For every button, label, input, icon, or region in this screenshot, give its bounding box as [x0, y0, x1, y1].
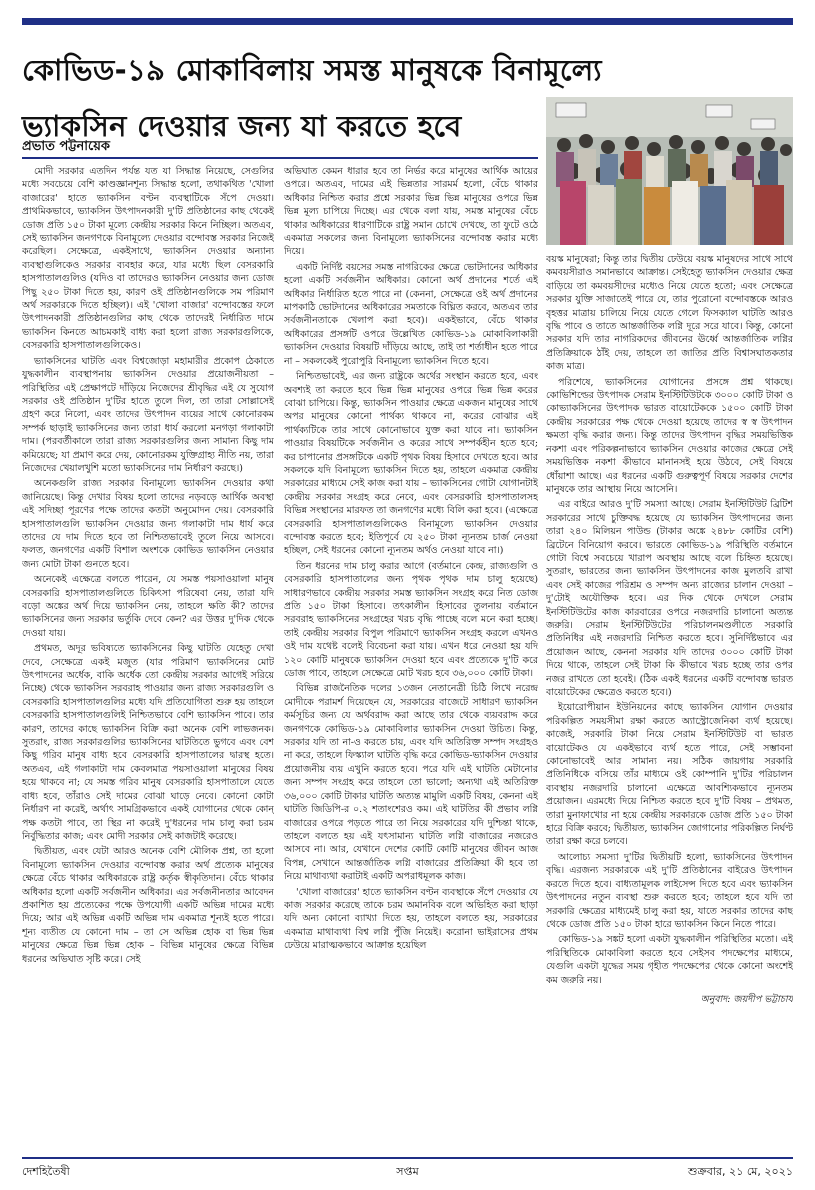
footer-rule	[22, 1157, 793, 1159]
paragraph: ইয়োরোপীয়ান ইউনিয়নের কাছে ভ্যাকসিন যোগান দেওয়ার পরিকল্পিত সময়সীমা রক্ষা করতে অ্যাস্ট্রোজেনিকা ব্যর্থ হয়েছে। কাজেই, সরকারি টাকা নিয়ে সেরাম ইনস্টিটিউট বা ভারত বায়োটেকও যে একইভাবে ব্যর্থ হতে পারে, সেই সম্ভাবনা কোনোভাবেই আর সামান্য নয়। সঠিক জায়গায় সরকারি প্রতিনিধিকে বসিয়ে তাঁর মাধ্যমে ওই কোম্পানি দু'টির পরিচালন ব্যবস্থায় নজরদারি চালানো এক্ষেত্রে আবশ্যিকভাবে ন্যূনতম প্রয়োজন। এরমধ্যে দিয়ে নিশ্চিত করতে হবে দু'টি বিষয় – প্রথমত, তারা মুনাফাখোর না হয়ে কেন্দ্রীয় সরকারকে ডোজ প্রতি ১৫০ টাকা হারে বিক্রি করবে; দ্বিতীয়ত, ভ্যাকসিন জোগানোর পরিকল্পিত নির্ঘণ্ট তারা রক্ষা করে চলবে।	[546, 702, 793, 848]
top-accent-rule	[22, 18, 793, 25]
paragraph: নিশ্চিতভাবেই, এর জন্য রাষ্ট্রকে অর্থের সংস্থান করতে হবে, এবং অবশ্যই তা করতে হবে ভিন্ন ভিন্ন মানুষের ওপরে ভিন্ন ভিন্ন করের বোঝা চাপিয়ে। কিন্তু, ভ্যাকসিন পাওয়ার ক্ষেত্রে একজন মানুষের সাথে অপর মানুষের কোনো পার্থক্য থাকবে না, করের বোঝার এই পার্থক্যটিকে তার সাথে কোনোভাবে যুক্ত করা যাবে না। ভ্যাকসিন পাওয়ার বিষয়টিকে সর্বজনীন ও করের সাথে সম্পর্কহীন হতে হবে; কর চাপানোর প্রসঙ্গটিকে একটি পৃথক বিষয় হিসাবে দেখতে হবে। আর সকলকে যদি বিনামূল্যে ভ্যাকসিন দিতে হয়, তাহলে একমাত্র কেন্দ্রীয় সরকারের মাধ্যমে সেই কাজ করা যায় – ভ্যাকসিনের গোটা যোগানটাই কেন্দ্রীয় সরকার সংগ্রহ করে নেবে, এবং বেসরকারি হাসপাতালসহ বিভিন্ন সংস্থানের মারফত তা জনগণের মধ্যে বিলি করা হবে। (এক্ষেত্রে বেসরকারি হাসপাতালগুলিকেও বিনামূল্যে ভ্যাকসিন দেওয়ার বন্দোবস্ত করতে হবে; ইতিপূর্বে যে ২৫০ টাকা ন্যূনতম চার্জ নেওয়া হচ্ছিল, সেই ধরনের কোনো ন্যূনতম অর্থও নেওয়া যাবে না।)	[284, 371, 538, 557]
byline-rule	[22, 157, 538, 159]
article-column-2	[284, 165, 538, 1150]
paragraph: আলোচ্য সমস্যা দু'টির দ্বিতীয়টি হলো, ভ্যাকসিনের উৎপাদন বৃদ্ধি। এরজন্য সরকারকে এই দু'টি প্রতিষ্ঠানের বাইরেও উৎপাদন করতে দিতে হবে। বাধ্যতামূলক লাইসেন্স দিতে হবে এবং ভ্যাকসিন উৎপাদনের নতুন ব্যবস্থা শুরু করতে হবে; তাহলে হবে যদি তা সরকারি ক্ষেত্রের মাধ্যমেই চালু করা হয়, যাতে সরকার তাদের কাছ থেকে ডোজ প্রতি ১৫০ টাকা হারে ভ্যাকসিন কিনে নিতে পারে।	[546, 851, 793, 930]
publication-date: শুক্রবার, ২১ মে, ২০২১	[688, 1165, 793, 1178]
paragraph: একটি নির্দিষ্ট বয়সের সমস্ত নাগরিকের ক্ষেত্রে ভোটদানের অধিকার হলো একটি সর্বজনীন অধিকার। কোনো অর্থ প্রদানের শর্তে এই অধিকার নির্ধারিত হতে পারে না (কেননা, সেক্ষেত্রে ওই অর্থ প্রদানের মাপকাঠি ভোটদানের অধিকারের সমতাকে বিঘ্নিত করবে, অতএব তার সর্বজনীনতাকে খেলাপ করা হবে)। একইভাবে, বেঁচে থাকার অধিকারের প্রসঙ্গটি ওপরে উল্লেখিত কোভিড-১৯ মোকাবিলাকারী ভ্যাকসিন দেওয়ার বিষয়টি দাঁড়িয়ে আছে, তাই তা শর্তাধীন হতে পারে না – সকলকেই পুরোপুরি বিনামূল্যে ভ্যাকসিন দিতে হবে।	[284, 261, 538, 367]
paragraph: অভিঘাত কেমন ধারার হবে তা নির্ভর করে মানুষের আর্থিক আয়ের ওপরে। অতএব, দামের এই ভিন্নতার সারমর্ম হলো, বেঁচে থাকার অধিকার নিশ্চিত করার প্রশ্নে সরকার ভিন্ন ভিন্ন মানুষের ওপরে ভিন্ন ভিন্ন মূল্য চাপিয়ে দিচ্ছে। এর থেকে বলা যায়, সমস্ত মানুষের বেঁচে থাকার অধিকারের ধারণাটিকে রাষ্ট্র সমান চোখে দেখছে, তা ফুটে ওঠে একমাত্র সকলের জন্য বিনামূল্যে ভ্যাকসিনের বন্দোবস্ত করার মধ্যে দিয়ে।	[284, 166, 538, 258]
paragraph: তিন ধরনের দাম চালু করার আগে (বর্তমানে কেন্দ্র, রাজ্যগুলি ও বেসরকারি হাসপাতালের জন্য পৃথক পৃথক দাম চালু হয়েছে) সাধারণভাবে কেন্দ্রীয় সরকার সমস্ত ভ্যাকসিন সংগ্রহ করে নিত ডোজ প্রতি ১৫০ টাকা হিসাবে। তৎকালীন হিসাবের তুলনায় বর্তমানে সরবরাহ ভ্যাকসিনের সংগ্রহের খরচ বৃদ্ধি পাচ্ছে বলে মনে করা হচ্ছে। তাই কেন্দ্রীয় সরকার বিপুল পরিমাণে ভ্যাকসিন সংগ্রহ করলে এখনও ওই দাম যথেষ্ট বলেই বিবেচনা করা যায়। এখন ধরে নেওয়া হয় যদি ১২০ কোটি মানুষকে ভ্যাকসিন দেওয়া হবে এবং প্রত্যেকে দু'টি করে ডোজ পাবে, তাহলে সেক্ষেত্রে মোট খরচ হবে ৩৬,০০০ কোটি টাকা।	[284, 560, 538, 680]
headline-line-1: কোভিড-১৯ মোকাবিলায় সমস্ত মানুষকে বিনামূল্যে	[22, 53, 602, 87]
paragraph: এর বাইরে আরও দু'টি সমস্যা আছে। সেরাম ইনস্টিটিউট ব্রিটিশ সরকারের সাথে চুক্তিবদ্ধ হয়েছে যে ভ্যাকসিন উৎপাদনের জন্য তারা ২৪০ মিলিয়ন পাউন্ড (টাকার অঙ্কে ২৪৮৮ কোটির বেশি) ব্রিটেনে বিনিয়োগ করবে। ভারতে কোভিড-১৯ পরিস্থিতি বর্তমানে গোটা বিশ্বে সবচেয়ে খারাপ অবস্থায় আছে বলে চিহ্নিত হয়েছে। সুতরাং, ভারতের জন্য ভ্যাকসিন উৎপাদনের কাজ মুলতবি রাখা এবং সেই কাজের পরিশ্রম ও সম্পদ অন্য রাজ্যের চালান দেওয়া – দু'টোই অযৌক্তিক হবে। এর দিক থেকে দেখলে সেরাম ইনস্টিটিউটের কাজ কারবারের ওপরে নজরদারি চালানো অত্যন্ত জরুরি। সেরাম ইনস্টিটিউটের পরিচালনমণ্ডলীতে সরকারি প্রতিনিধির এই নজরদারি নিশ্চিত করতে হবে। সুনির্দিষ্টভাবে এর প্রয়োজন আছে, কেননা সরকার যদি তাদের ৩০০০ কোটি টাকা দিয়ে থাকে, তাহলে সেই টাকা কি কীভাবে খরচ হচ্ছে তার ওপর নজর রাখতে তো হবেই। (ঠিক একই ধরনের একটি বন্দোবস্ত ভারত বায়োটেকের ক্ষেত্রেও করতে হবে।)	[546, 499, 793, 698]
publication-name: দেশহিতৈষী	[22, 1165, 70, 1178]
paragraph: প্রথমত, অদূর ভবিষ্যতে ভ্যাকসিনের কিছু ঘাটতি যেহেতু দেখা দেবে, সেক্ষেত্রে একই মজুত (যার পরিমাণ ভ্যাকসিনের মোট উৎপাদনের অর্ধেক, বাকি অর্ধেক তো কেন্দ্রীয় সরকার আগেই সরিয়ে নিচ্ছে) থেকে ভ্যাকসিন সরবরাহ পাওয়ার জন্য রাজ্য সরকারগুলি ও বেসরকারি হাসপাতালগুলির মধ্যে যদি প্রতিযোগিতা শুরু হয় তাহলে বেসরকারি হাসপাতালগুলিই নিশ্চিতভাবে বেশি ভ্যাকসিন পাবে। তার কারণ, তাদের কাছে ভ্যাকসিন বিক্রি করা অনেক বেশি লাভজনক। সুতরাং, রাজ্য সরকারগুলির ভ্যাকসিনের ঘাটতিতে ভুগবে এবং বেশ কিছু গরিব মানুষ বাধ্য হবে বেসরকারি হাসপাতালের দ্বারস্থ হতে। অতএব, এই গলাকাটা দাম কেবলমাত্র পয়সাওয়ালা মানুষের বিষয় হয়ে থাকবে না; যে সমস্ত গরিব মানুষ বেসরকারি হাসপাতালে যেতে বাধ্য হবে, তাঁরাও সেই দামের বোঝা ঘাড়ে নেবে। কোনো কোটা নির্ধারণ না করেই, অর্থাৎ সামগ্রিকভাবে একই যোগানের থেকে কোন্ পক্ষ কতটা পাবে, তা স্থির না করেই দু'ধরনের দাম চালু করা চরম নির্বুদ্ধিতার কাজ; এবং মোদী সরকার সেই কাজটাই করেছে।	[22, 643, 274, 842]
paragraph: 'খোলা বাজারের' হাতে ভ্যাকসিন বণ্টন ব্যবস্থাকে সঁপে দেওয়ার যে কাজ সরকার করেছে তাকে চরম অমানবিক বলে অভিহিত করা ছাড়া যদি অন্য কোনো ব্যাখ্যা দিতে হয়, তাহলে বলতে হয়, সরকারের একমাত্র মাথাব্যথা বিশ্ব লগ্নি পুঁজি নিয়েই। করোনা ভাইরাসের প্রথম ঢেউয়ে মারাত্মকভাবে আক্রান্ত হয়েছিল	[284, 886, 538, 952]
page-number: সপ্তম	[396, 1165, 419, 1178]
paragraph: ভ্যাকসিনের ঘাটতি এবং বিশ্বজোড়া মহামারীর প্রকোপ ঠেকাতে যুদ্ধকালীন ব্যবস্থাপনায় ভ্যাকসিন দেওয়ার প্রয়োজনীয়তা – পরিস্থিতির এই প্রেক্ষাপটে দাঁড়িয়ে নিজেদের শ্রীবৃদ্ধির এই যে সুযোগ সরকার ওই প্রতিষ্ঠান দু'টির হাতে তুলে দিল, তা তারা সোল্লাসেই গ্রহণ করে নিলো, এবং তাদের উৎপাদন ব্যয়ের সাথে কোনোরকম সম্পর্ক ছাড়াই ভ্যাকসিনের জন্য তারা ধার্য করলো মনগড়া গলাকাটা দাম। (পরবর্তীকালে তারা রাজ্য সরকারগুলির জন্য সামান্য কিছু দাম কমিয়েছে; যা প্রমাণ করে দেয়, কোনোরকম যুক্তিগ্রাহ্য নীতি নয়, তারা নিজেদের খেয়ালখুশি মতো ভ্যাকসিনের দাম নির্ধারণ করছে।)	[22, 355, 274, 474]
article-column-1	[22, 165, 274, 1150]
byline: প্রভাত পট্টনায়েক	[22, 139, 110, 154]
headline-line-2: ভ্যাকসিন দেওয়ার জন্য যা করতে হবে	[22, 109, 462, 143]
paragraph: মোদী সরকার এতদিন পর্যন্ত যত যা সিদ্ধান্ত নিয়েছে, সেগুলির মধ্যে সবচেয়ে বেশি কাণ্ডজ্ঞানশূন্য সিদ্ধান্ত হলো, তথাকথিত 'খোলা বাজারের' হাতে ভ্যাকসিন বণ্টন ব্যবস্থাটিকে সঁপে দেওয়া। প্রাথমিকভাবে, ভ্যাকসিন উৎপাদনকারী দু'টি প্রতিষ্ঠানের কাছ থেকেই ডোজ প্রতি ১৫০ টাকা মূল্যে কেন্দ্রীয় সরকার কিনে নিচ্ছিল। অতএব, সেই ভ্যাকসিন জনগণকে বিনামূল্যে দেওয়ার বন্দোবস্ত সরকার নিজেই করেছিল। সেক্ষেত্রে, একইসাথে, ভ্যাকসিন দেওয়ার অন্যান্য ব্যবস্থাগুলিকেও সরকার ব্যবহার করে, যার মধ্যে ছিল বেসরকারি হাসপাতালগুলিও (যদিও বা তাদেরও ভ্যাকসিন নেওয়ার জন্য ডোজ পিছু ২৫০ টাকা দিতে হয়, কারণ ওই প্রতিষ্ঠানগুলিকে সম পরিমাণ অর্থ সরকারকে দিতে হচ্ছিল)। এই 'খোলা বাজার' বন্দোবস্তের ফলে উৎপাদনকারী প্রতিষ্ঠানগুলির কাছ থেকে তাদেরই নির্ধারিত দামে ভ্যাকসিন কিনতে আচমকাই বাধ্য করা হলো রাজ্য সরকারগুলিকে, বেসরকারি হাসপাতালগুলিকেও।	[22, 166, 274, 352]
paragraph: কোভিড-১৯ সঙ্কট হলো একটা যুদ্ধকালীন পরিস্থিতির মতো। এই পরিস্থিতিকে মোকাবিলা করতে হবে সেইসব পদক্ষেপের মাধ্যমে, যেগুলি একটা যুদ্ধের সময় গৃহীত পদক্ষেপের থেকে কোনো অংশেই কম জরুরি নয়।	[546, 934, 793, 986]
translator-credit: অনুবাদ: জয়দীপ ভট্টাচার্য	[700, 993, 793, 1005]
paragraph: অনেকগুলি রাজ্য সরকার বিনামূল্যে ভ্যাকসিন দেওয়ার কথা জানিয়েছে। কিন্তু দেখার বিষয় হলো তাদের নড়বড়ে আর্থিক অবস্থা এই সদিচ্ছা পূরণের পক্ষে তাদের কতটা অনুমোদন দেয়। বেসরকারি হাসপাতালগুলি ভ্যাকসিন দেওয়ার জন্য গলাকাটা দাম ধার্য করে তাদের যে দাম দিতে হবে তা নিশ্চিতভাবেই তুলে নিয়ে আসবে। ফলত, জনগণের একটি বিশাল অংশকে কোভিড ভ্যাকসিন নেওয়ার জন্য মোটা টাকা গুনতে হবে।	[22, 478, 274, 570]
paragraph: বিভিন্ন রাজনৈতিক দলের ১৩জন নেতানেত্রী চিঠি লিখে নরেন্দ্র মোদীকে পরামর্শ দিয়েছেন যে, সরকারের বাজেটে সাধারণ ভ্যাকসিন কর্মসূচির জন্য যে অর্থবরাদ্দ করা আছে তার থেকে ব্যয়বরাদ্দ করে জনগণকে কোভিড-১৯ মোকাবিলার ভ্যাকসিন দেওয়া উচিত। কিন্তু, সরকার যদি তা না-ও করতে চায়, এবং যদি অতিরিক্ত সম্পদ সংগ্রহও না করে, তাহলে ফিস্ক্যাল ঘাটতি বৃদ্ধি করে কোভিড-ভ্যাকসিন দেওয়ার প্রয়োজনীয় ব্যয় এখুনি করতে হবে। পরে যদি এই ঘাটতি মেটানোর জন্য সম্পদ সংগ্রহ করে তাহলে তো ভালো; অন্যথা এই অতিরিক্ত ৩৬,০০০ কোটি টাকার ঘাটতি অত্যন্ত মামুলি একটি বিষয়, কেননা এই ঘাটতি জিডিপি-র ০.২ শতাংশেরও কম। এই ঘাটতির কী প্রভাব লগ্নি বাজারের ওপরে পড়তে পারে তা নিয়ে সরকারের যদি দুশ্চিন্তা থাকে, তাহলে বলতে হয় এই যৎসামান্য ঘাটতি লগ্নি বাজারের নজরেও আসবে না। আর, যেখানে দেশের কোটি কোটি মানুষের জীবন আজ বিপন্ন, সেখানে আন্তর্জাতিক লগ্নি বাজারের প্রতিক্রিয়া কী হবে তা নিয়ে মাথাব্যথা করাটাই একটি অপরাধমূলক কাজ।	[284, 683, 538, 883]
paragraph: বয়স্ক মানুষেরা; কিন্তু তার দ্বিতীয় ঢেউয়ে বয়স্ক মানুষদের সাথে সাথে কমবয়সীরাও সমানভাবে আক্রান্ত। সেইহেতু ভ্যাকসিন দেওয়ার ক্ষেত্র বাড়িয়ে তা কমবয়সীদের মধ্যেও নিয়ে যেতে হতো; এবং সেক্ষেত্রে সরকার যুক্তি সাজাতেই পারে যে, তার পুরোনো বন্দোবস্তকে আরও বৃহত্তর মাত্রায় চালিয়ে নিয়ে যেতে গেলে ফিসক্যাল ঘাটতি আরও বৃদ্ধি পাবে ও তাতে আন্তর্জাতিক লগ্নি দূরে সরে যাবে। কিন্তু, কোনো সরকার যদি তার নাগরিকদের জীবনের ঊর্ধ্বে আন্তর্জাতিক লগ্নির প্রতিক্রিয়াকে ঠাঁই দেয়, তাহলে তা জাতির প্রতি বিশ্বাসঘাতকতার কাজ মাত্র।	[546, 254, 793, 373]
paragraph: অনেকেই এক্ষেত্রে বলতে পারেন, যে সমস্ত পয়সাওয়ালা মানুষ বেসরকারি হাসপাতালগুলিতে চিকিৎসা পরিষেবা নেয়, তারা যদি বড়ো অঙ্কের অর্থ দিয়ে ভ্যাকসিন নেয়, তাহলে ক্ষতি কী? তাদের ভ্যাকসিনের জন্য সরকার ভর্তুকি দেবে কেন? এর উত্তর দু'দিক থেকে দেওয়া যায়।	[22, 574, 274, 639]
article-column-3	[546, 253, 793, 1150]
paragraph: পরিশেষে, ভ্যাকসিনের যোগানের প্রসঙ্গে প্রশ্ন থাকছে। কোভিশিল্ডের উৎপাদক সেরাম ইনস্টিটিউটকে ৩০০০ কোটি টাকা ও কোভ্যাকসিনের উৎপাদক ভারত বায়োটেককে ১৫০০ কোটি টাকা কেন্দ্রীয় সরকারের পক্ষ থেকে দেওয়া হয়েছে তাদের স্ব স্ব উৎপাদন ক্ষমতা বৃদ্ধি করার জন্য। কিন্তু তাদের উৎপাদন বৃদ্ধির সময়ভিত্তিক নকশা এবং পরিকল্পনাভাবে ভ্যাকসিন দেওয়ার কাজের ক্ষেত্রে সেই সময়ভিত্তিক নকশা কীভাবে মানানসই হয়ে উঠবে, সেই বিষয়ে ধোঁয়াশা আছে। এর ধরনের একটি গুরুত্বপূর্ণ বিষয়ে সরকার দেশের মানুষকে তার আস্থায় নিয়ে আসেনি।	[546, 376, 793, 495]
paragraph: দ্বিতীয়ত, এবং যেটা আরও অনেক বেশি মৌলিক প্রশ্ন, তা হলো বিনামূল্যে ভ্যাকসিন দেওয়ার বন্দোবস্ত করার অর্থ প্রত্যেক মানুষের ক্ষেত্রে বেঁচে থাকার অধিকারকে রাষ্ট্র কর্তৃক স্বীকৃতিদান। বেঁচে থাকার অধিকার হলো একটি সর্বজনীন অধিকার। এর সর্বজনীনতার আবেদন প্রকাশিত হয় প্রত্যেকের পক্ষে উপযোগী একটি অভিন্ন দামের মধ্যে দিয়ে; আর এই অভিন্ন একটি অভিন্ন দাম একমাত্র শূন্যই হতে পারে। শূন্য ব্যতীত যে কোনো দাম – তা সে অভিন্ন হোক বা ভিন্ন ভিন্ন মানুষের ক্ষেত্রে ভিন্ন ভিন্ন হোক – বিভিন্ন মানুষের ক্ষেত্রে বিভিন্ন ধরনের অভিঘাত সৃষ্টি করে। সেই	[22, 846, 274, 965]
crowd-photo-icon	[546, 97, 793, 245]
